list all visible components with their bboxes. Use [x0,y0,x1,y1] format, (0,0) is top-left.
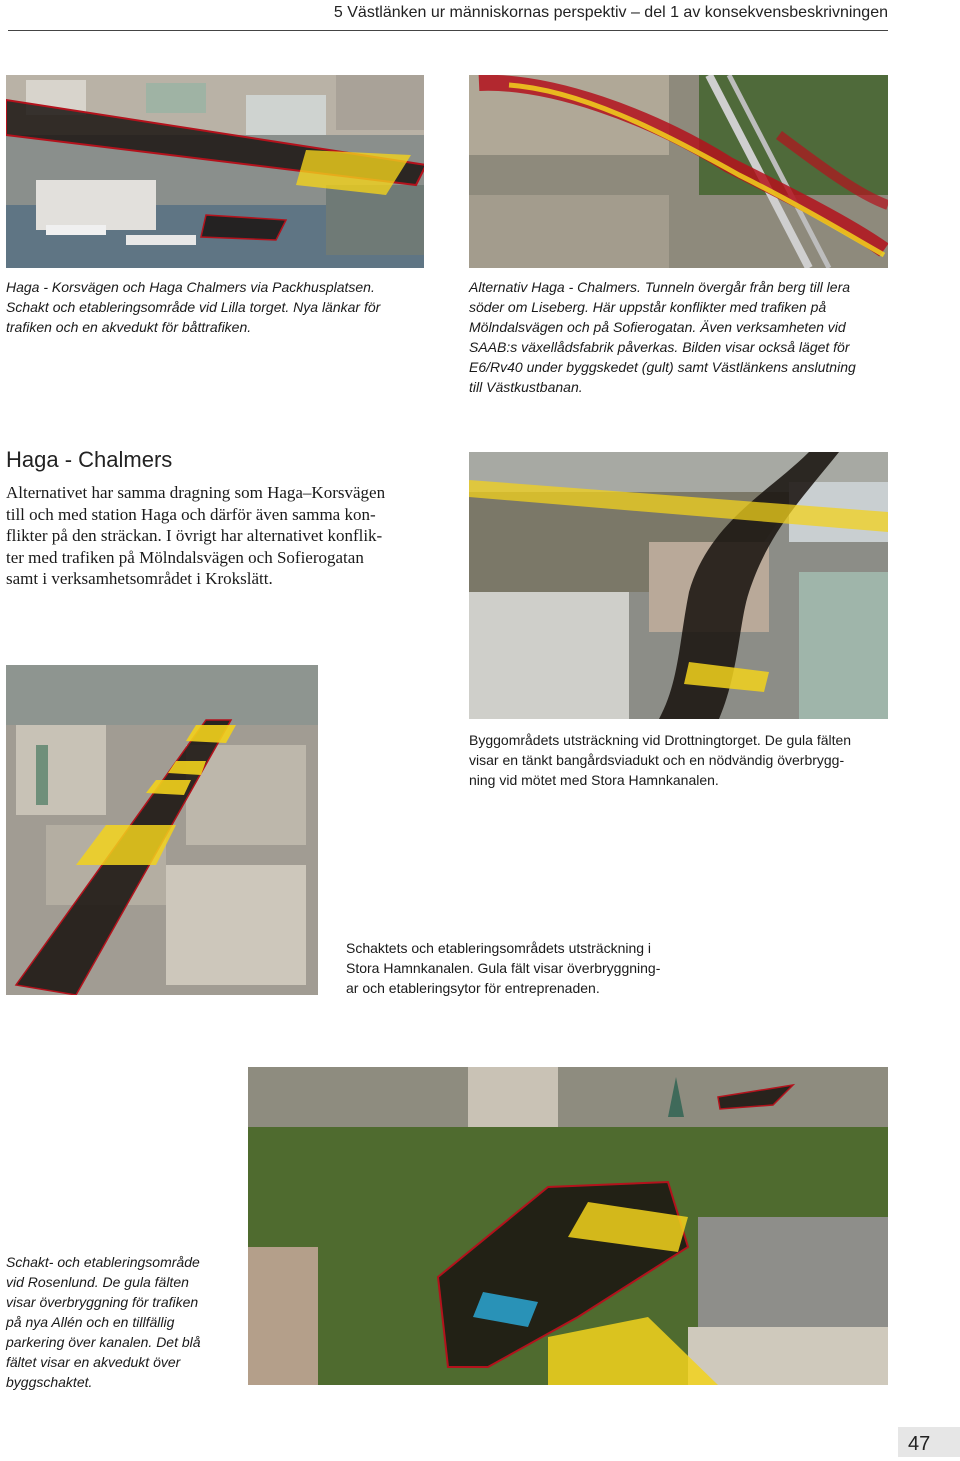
caption-line: byggschaktet. [6,1374,93,1390]
caption-line: E6/Rv40 under byggskedet (gult) samt Västlänkens anslutning [469,359,856,375]
section-title: Haga - Chalmers [6,447,173,472]
aerial-photo-rosenlund [248,1067,888,1385]
caption-hamnkanalen [346,938,766,998]
aerial-photo-rosenlund-image [248,1067,888,1385]
aerial-photo-hamnkanalen-image [6,665,318,995]
caption-line: på nya Allén och en tillfällig [6,1314,175,1330]
caption-line: Schakt och etableringsområde vid Lilla torget. Nya länkar för [6,299,381,315]
running-title: 5 Västlänken ur människornas perspektiv – del 1 av konsekvensbeskrivningen [333,4,888,21]
caption-line: trafiken och en akvedukt för båttrafiken. [6,319,252,335]
aerial-photo-packhusplatsen-image [6,75,424,268]
aerial-photo-liseberg [469,75,888,268]
body-line: till och med station Haga och därför även samma kon- [6,504,376,524]
caption-line: Alternativ Haga - Chalmers. Tunneln övergår från berg till lera [469,279,851,295]
caption-rosenlund [6,1252,236,1392]
body-line: Alternativet har samma dragning som Haga–Korsvägen [6,483,386,502]
caption-line: vid Rosenlund. De gula fälten [6,1274,189,1290]
page-number: 47 [898,1427,960,1457]
caption-line: Mölndalsvägen och på Sofierogatan. Även verksamheten vid [469,319,846,335]
caption-line: ning vid mötet med Stora Hamnkanalen. [469,772,719,788]
caption-line: Schakt- och etableringsområde [6,1254,200,1270]
caption-line: fältet visar en akvedukt över [6,1354,181,1370]
caption-line: visar överbryggning för trafiken [6,1294,199,1310]
caption-drottningtorget [469,730,889,790]
body-line: flikter på den sträckan. I övrigt har alternativet konflik- [6,526,383,545]
caption-line: till Västkustbanan. [469,379,583,395]
section-body [6,482,428,590]
aerial-photo-liseberg-image [469,75,888,268]
caption-line: söder om Liseberg. Här uppstår konflikter med trafiken på [469,299,827,315]
caption-line: Haga - Korsvägen och Haga Chalmers via Packhusplatsen. [6,279,375,295]
caption-line: ar och etableringsytor för entreprenaden. [346,980,600,996]
body-line: ter med trafiken på Mölndalsvägen och Sofierogatan [6,547,364,567]
aerial-photo-drottningtorget-image [469,452,888,719]
aerial-photo-packhusplatsen [6,75,424,268]
caption-line: visar en tänkt bangårdsviadukt och en nödvändig överbrygg- [469,752,845,768]
caption-line: Stora Hamnkanalen. Gula fält visar överbryggning- [346,960,661,976]
running-header [8,0,888,31]
caption-line: SAAB:s växellådsfabrik påverkas. Bilden visar också läget för [469,339,850,355]
caption-line: Schaktets och etableringsområdets utsträckning i [346,940,652,956]
caption-packhusplatsen [6,277,426,337]
caption-haga-chalmers-alt [469,277,889,397]
aerial-photo-hamnkanalen [6,665,318,995]
caption-line: parkering över kanalen. Det blå [6,1334,201,1350]
caption-line: Byggområdets utsträckning vid Drottningtorget. De gula fälten [469,732,852,748]
body-line: samt i verksamhetsområdet i Krokslätt. [6,569,273,588]
aerial-photo-drottningtorget [469,452,888,719]
